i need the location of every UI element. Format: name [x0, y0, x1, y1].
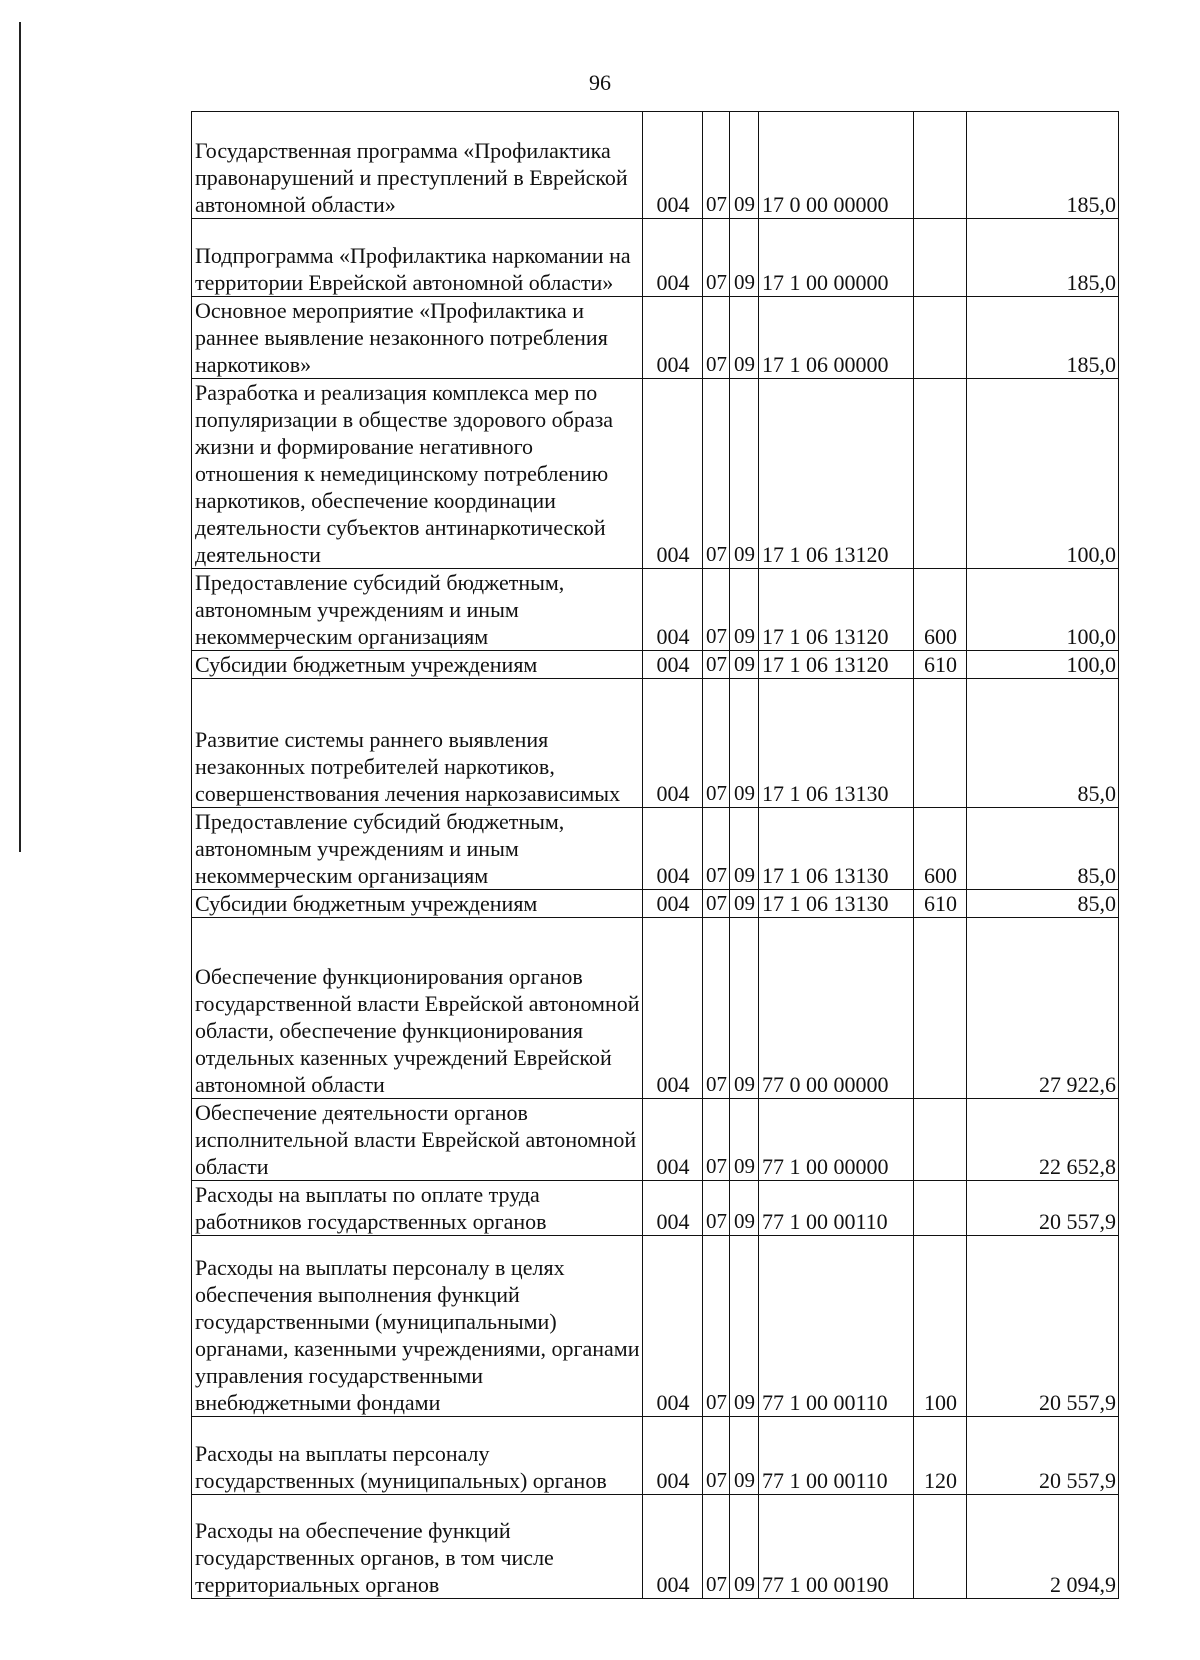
- subsection-code: 09: [730, 808, 759, 890]
- subsection-code: 09: [730, 219, 759, 297]
- subsection-code: 09: [730, 1236, 759, 1417]
- target-article-code: 77 1 00 00110: [759, 1236, 914, 1417]
- section-code: 07: [703, 651, 730, 679]
- row-name: Развитие системы раннего выявления незаконных потребителей наркотиков, совершенствования лечения наркозависимых: [192, 679, 643, 808]
- row-name: Субсидии бюджетным учреждениям: [192, 890, 643, 918]
- section-code: 07: [703, 1181, 730, 1236]
- subsection-code: 09: [730, 1181, 759, 1236]
- ved-code: 004: [643, 651, 703, 679]
- expense-type-code: 610: [914, 651, 967, 679]
- table-row: [192, 679, 1119, 808]
- target-article-code: 17 0 00 00000: [759, 112, 914, 219]
- section-code: 07: [703, 1417, 730, 1495]
- amount: 185,0: [967, 297, 1119, 379]
- table-row: [192, 219, 1119, 297]
- amount: 185,0: [967, 112, 1119, 219]
- target-article-code: 17 1 06 13130: [759, 679, 914, 808]
- subsection-code: 09: [730, 1495, 759, 1599]
- section-code: 07: [703, 569, 730, 651]
- section-code: 07: [703, 918, 730, 1099]
- table-row: [192, 1495, 1119, 1599]
- ved-code: 004: [643, 890, 703, 918]
- amount: 20 557,9: [967, 1236, 1119, 1417]
- table-row: [192, 918, 1119, 1099]
- row-name: Основное мероприятие «Профилактика и раннее выявление незаконного потребления наркотиков»: [192, 297, 643, 379]
- target-article-code: 77 1 00 00000: [759, 1099, 914, 1181]
- expense-type-code: [914, 918, 967, 1099]
- target-article-code: 17 1 06 13130: [759, 890, 914, 918]
- section-code: 07: [703, 112, 730, 219]
- ved-code: 004: [643, 112, 703, 219]
- table-row: [192, 808, 1119, 890]
- ved-code: 004: [643, 219, 703, 297]
- row-name: Предоставление субсидий бюджетным, автономным учреждениям и иным некоммерческим организациям: [192, 569, 643, 651]
- table-row: [192, 1417, 1119, 1495]
- row-name: Субсидии бюджетным учреждениям: [192, 651, 643, 679]
- subsection-code: 09: [730, 297, 759, 379]
- target-article-code: 77 0 00 00000: [759, 918, 914, 1099]
- expense-type-code: [914, 297, 967, 379]
- table-row: [192, 569, 1119, 651]
- expense-type-code: 120: [914, 1417, 967, 1495]
- row-name: Подпрограмма «Профилактика наркомании на территории Еврейской автономной области»: [192, 219, 643, 297]
- ved-code: 004: [643, 297, 703, 379]
- target-article-code: 77 1 00 00190: [759, 1495, 914, 1599]
- row-name: Расходы на выплаты по оплате труда работников государственных органов: [192, 1181, 643, 1236]
- table-row: [192, 112, 1119, 219]
- target-article-code: 17 1 06 13120: [759, 651, 914, 679]
- margin-line: [19, 22, 21, 852]
- row-name: Предоставление субсидий бюджетным, автономным учреждениям и иным некоммерческим организациям: [192, 808, 643, 890]
- section-code: 07: [703, 1099, 730, 1181]
- amount: 100,0: [967, 379, 1119, 569]
- section-code: 07: [703, 379, 730, 569]
- table-row: [192, 890, 1119, 918]
- amount: 20 557,9: [967, 1417, 1119, 1495]
- expense-type-code: [914, 1495, 967, 1599]
- amount: 100,0: [967, 651, 1119, 679]
- expense-type-code: 100: [914, 1236, 967, 1417]
- ved-code: 004: [643, 569, 703, 651]
- section-code: 07: [703, 297, 730, 379]
- table-row: [192, 1236, 1119, 1417]
- table-row: [192, 1181, 1119, 1236]
- row-name: Расходы на обеспечение функций государственных органов, в том числе территориальных органов: [192, 1495, 643, 1599]
- table-row: [192, 1099, 1119, 1181]
- target-article-code: 17 1 00 00000: [759, 219, 914, 297]
- row-name: Обеспечение функционирования органов государственной власти Еврейской автономной области, обеспечение функционирования отдельных казенных учреждений Еврейской автономной области: [192, 918, 643, 1099]
- target-article-code: 17 1 06 13130: [759, 808, 914, 890]
- ved-code: 004: [643, 1099, 703, 1181]
- section-code: 07: [703, 679, 730, 808]
- page-number: 96: [589, 70, 611, 95]
- table-row: [192, 297, 1119, 379]
- budget-table: [191, 111, 1119, 1599]
- table-row: [192, 379, 1119, 569]
- target-article-code: 77 1 00 00110: [759, 1181, 914, 1236]
- amount: 85,0: [967, 679, 1119, 808]
- expense-type-code: 600: [914, 569, 967, 651]
- ved-code: 004: [643, 1181, 703, 1236]
- row-name: Обеспечение деятельности органов исполнительной власти Еврейской автономной области: [192, 1099, 643, 1181]
- target-article-code: 17 1 06 13120: [759, 569, 914, 651]
- expense-type-code: [914, 112, 967, 219]
- amount: 185,0: [967, 219, 1119, 297]
- amount: 100,0: [967, 569, 1119, 651]
- expense-type-code: [914, 1099, 967, 1181]
- section-code: 07: [703, 890, 730, 918]
- row-name: Расходы на выплаты персоналу государственных (муниципальных) органов: [192, 1417, 643, 1495]
- expense-type-code: [914, 219, 967, 297]
- ved-code: 004: [643, 1495, 703, 1599]
- expense-type-code: [914, 379, 967, 569]
- subsection-code: 09: [730, 651, 759, 679]
- ved-code: 004: [643, 918, 703, 1099]
- expense-type-code: 600: [914, 808, 967, 890]
- row-name: Разработка и реализация комплекса мер по популяризации в обществе здорового образа жизни и формирование негативного отношения к немедицинскому потреблению наркотиков, обеспечение координации деятельности субъектов антинаркотической деятельности: [192, 379, 643, 569]
- row-name: Государственная программа «Профилактика правонарушений и преступлений в Еврейской автономной области»: [192, 112, 643, 219]
- subsection-code: 09: [730, 379, 759, 569]
- subsection-code: 09: [730, 1417, 759, 1495]
- ved-code: 004: [643, 1417, 703, 1495]
- section-code: 07: [703, 1495, 730, 1599]
- subsection-code: 09: [730, 890, 759, 918]
- table-row: [192, 651, 1119, 679]
- ved-code: 004: [643, 808, 703, 890]
- ved-code: 004: [643, 679, 703, 808]
- subsection-code: 09: [730, 679, 759, 808]
- ved-code: 004: [643, 1236, 703, 1417]
- amount: 27 922,6: [967, 918, 1119, 1099]
- target-article-code: 77 1 00 00110: [759, 1417, 914, 1495]
- target-article-code: 17 1 06 13120: [759, 379, 914, 569]
- subsection-code: 09: [730, 1099, 759, 1181]
- section-code: 07: [703, 808, 730, 890]
- row-name: Расходы на выплаты персоналу в целях обеспечения выполнения функций государственными (муниципальными) органами, казенными учреждениями, органами управления государственными внебюджетными фондами: [192, 1236, 643, 1417]
- amount: 2 094,9: [967, 1495, 1119, 1599]
- section-code: 07: [703, 219, 730, 297]
- section-code: 07: [703, 1236, 730, 1417]
- amount: 85,0: [967, 808, 1119, 890]
- ved-code: 004: [643, 379, 703, 569]
- expense-type-code: [914, 1181, 967, 1236]
- amount: 20 557,9: [967, 1181, 1119, 1236]
- subsection-code: 09: [730, 569, 759, 651]
- expense-type-code: 610: [914, 890, 967, 918]
- amount: 85,0: [967, 890, 1119, 918]
- subsection-code: 09: [730, 918, 759, 1099]
- amount: 22 652,8: [967, 1099, 1119, 1181]
- expense-type-code: [914, 679, 967, 808]
- target-article-code: 17 1 06 00000: [759, 297, 914, 379]
- subsection-code: 09: [730, 112, 759, 219]
